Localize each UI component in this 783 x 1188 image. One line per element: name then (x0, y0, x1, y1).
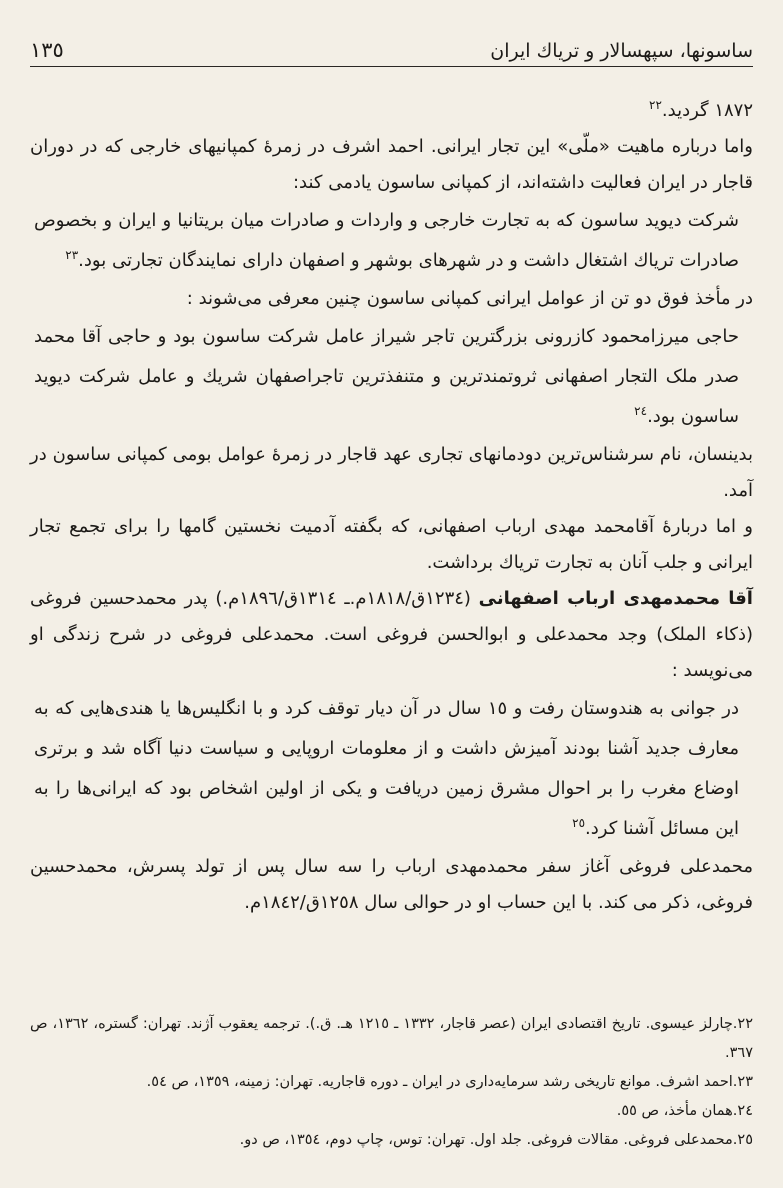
person-heading: آقا محمدمهدی ارباب اصفهانی (478, 588, 753, 609)
paragraph: در مأخذ فوق دو تن از عوامل ایرانی کمپانی ساسون چنین معرفی می‌شوند : (186, 288, 753, 309)
main-text (30, 93, 753, 921)
page-number: ١٣٥ (30, 38, 64, 62)
footnote-ref: ٢٥ (572, 816, 586, 830)
paragraph: و اما دربارهٔ آقامحمد مهدی ارباب اصفهانی، که بگفته آدمیت نخستین گامها را برای تجمع تجار ایرانی و جلب آنان به تجارت تریاك برداشت. (30, 516, 753, 573)
footnotes (30, 1010, 753, 1155)
block-quote: شرکت دیوید ساسون که به تجارت خارجی و واردات و صادرات میان بریتانیا و ایران و بخصوص صادرات تریاك اشتغال داشت و در شهرهای بوشهر و اصفهان دارای نمایندگان تجارتی بود.$^{٢٣}$ (34, 210, 739, 271)
footnote-ref: ٢٢ (649, 98, 662, 112)
paragraph: واما درباره ماهیت «ملّی» این تجار ایرانی. احمد اشرف در زمرهٔ کمپانیهای خارجی که در دوران قاجار در ایران فعالیت داشته‌اند، از کمپانی ساسون یادمی کند: (30, 136, 753, 193)
paragraph: محمدعلی فروغی آغاز سفر محمدمهدی ارباب را سه سال پس از تولد پسرش، محمدحسین فروغی، ذکر می کند. با این حساب او در حوالی سال ١٢٥٨ق/١٨٤٢م. (30, 856, 753, 913)
paragraph: ١٨٧٢ گردید.$^{٢٢}$ (649, 98, 753, 121)
footnote: ٢٣.احمد اشرف. موانع تاریخی رشد سرمایه‌داری در ایران ـ دوره قاجاریه. تهران: زمینه، ١٣٥٩، ص ٥٤. (146, 1074, 753, 1090)
block-quote: حاجی میرزامحمود کازرونی بزرگترین تاجر شیراز عامل شرکت ساسون بود و حاجی آقا محمد صدر ملک التجار اصفهانی ثروتمندترین و متنفذترین تاجراصفهان شریك و عامل شرکت دیوید ساسون بود.$^{٢٤}$ (34, 326, 739, 427)
paragraph: آقا محمدمهدی ارباب اصفهانی (١٢٣٤ق/١٨١٨م.ـ ١٣١٤ق/١٨٩٦م.) پدر محمدحسین فروغی (ذکاء الملک) وجد محمدعلی و ابوالحسن فروغی است. محمدعلی فروغی در شرح زندگی او می‌نویسد : (30, 588, 753, 681)
footnote: ٢٢.چارلز عیسوی. تاریخ اقتصادی ایران (عصر قاجار، ١٣٣٢ ـ ١٢١٥ هـ. ق.). ترجمه یعقوب آژند. تهران: گستره، ١٣٦٢، ص ٣٦٧. (30, 1016, 753, 1061)
footnote-ref: ٢٣ (65, 248, 79, 262)
running-title: ساسونها، سپهسالار و تریاك ایران (490, 40, 753, 62)
block-quote: در جوانی به هندوستان رفت و ١٥ سال در آن دیار توقف کرد و با انگلیس‌ها یا هندی‌هایی که به معارف جدید آشنا بودند آمیزش داشت و از معلومات اروپایی و سیاست دنیا آگاه شد و برتری اوضاع مغرب را بر احوال مشرق زمین دریافت و یکی از اولین اشخاص بود که ایرانی‌ها را به این مسائل آشنا کرد.$^{٢٥}$ (34, 698, 739, 839)
page-header (30, 30, 753, 67)
paragraph: بدینسان، نام سرشناس‌ترین دودمانهای تجاری عهد قاجار در زمرهٔ عوامل بومی کمپانی ساسون در آمد. (30, 444, 753, 501)
footnote: ٢٤.همان مأخذ، ص ٥٥. (616, 1103, 753, 1119)
footnote-ref: ٢٤ (634, 404, 648, 418)
footnote: ٢٥.محمدعلی فروغی. مقالات فروغی. جلد اول. تهران: توس، چاپ دوم، ١٣٥٤، ص دو. (239, 1132, 753, 1148)
